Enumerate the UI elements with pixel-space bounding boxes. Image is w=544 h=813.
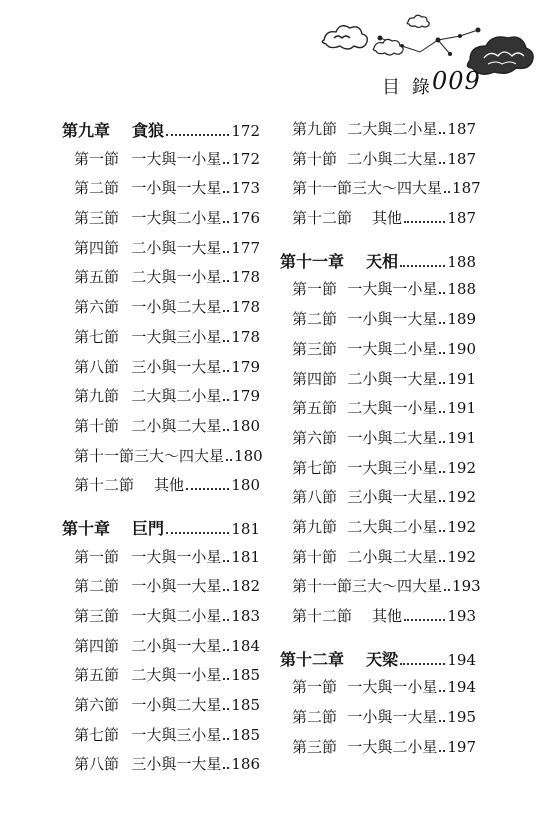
section-number: 第三節 <box>292 737 338 756</box>
section-title: 一大與一小星 <box>131 547 222 566</box>
section-entry[interactable] <box>62 724 260 754</box>
section-entry[interactable] <box>280 148 476 178</box>
chapter-entry[interactable] <box>62 516 260 546</box>
section-entry[interactable] <box>62 385 260 415</box>
dot-leader <box>439 690 445 692</box>
chapter-number: 第九章 <box>62 121 111 140</box>
section-page: 176 <box>231 209 260 228</box>
section-entry[interactable] <box>62 356 260 386</box>
dot-leader <box>223 619 229 621</box>
section-page: 187 <box>447 209 476 228</box>
dot-leader <box>444 191 450 193</box>
section-page: 179 <box>231 387 260 406</box>
dot-leader <box>400 265 445 267</box>
chapter-number: 第十二章 <box>280 649 345 669</box>
section-entry[interactable] <box>62 415 260 445</box>
dot-leader <box>223 738 229 740</box>
section-title: 二小與二大星 <box>347 547 438 566</box>
chapter-entry[interactable] <box>280 647 476 677</box>
section-number: 第七節 <box>74 725 120 744</box>
section-entry[interactable] <box>62 664 260 694</box>
toc-column-left <box>62 118 263 795</box>
section-title: 三小與一大星 <box>131 755 222 774</box>
dot-leader <box>223 310 229 312</box>
section-title: 一大與三小星 <box>131 725 222 744</box>
dot-leader <box>186 488 229 490</box>
section-entry[interactable] <box>280 706 476 736</box>
section-title: 其他 <box>372 209 403 228</box>
section-entry[interactable] <box>280 486 476 516</box>
section-entry[interactable] <box>62 326 260 356</box>
section-entry[interactable] <box>62 237 260 267</box>
section-number: 第六節 <box>292 428 338 447</box>
section-page: 190 <box>447 339 476 358</box>
dot-leader <box>439 560 445 562</box>
section-number: 第一節 <box>292 678 338 697</box>
section-page: 177 <box>231 238 260 257</box>
dot-leader <box>166 532 229 534</box>
section-entry[interactable] <box>62 635 260 665</box>
section-title: 一小與一大星 <box>131 179 222 198</box>
section-number: 第六節 <box>74 696 120 715</box>
section-number: 第二節 <box>74 179 120 198</box>
section-page: 178 <box>231 268 260 287</box>
chapter-entry[interactable] <box>280 249 476 279</box>
dot-leader <box>223 251 229 253</box>
section-number: 第九節 <box>74 387 120 406</box>
dot-leader <box>439 382 445 384</box>
section-number: 第九節 <box>292 517 338 536</box>
section-entry[interactable] <box>280 368 476 398</box>
section-title: 二大與二小星 <box>347 120 438 138</box>
chapter-title: 天梁 <box>366 649 399 669</box>
section-title: 一小與一大星 <box>131 577 222 596</box>
dot-leader <box>223 589 229 591</box>
section-title: 一大與二小星 <box>347 737 438 756</box>
section-entry[interactable] <box>280 118 476 148</box>
dot-leader <box>400 663 445 665</box>
section-entry[interactable] <box>280 308 476 338</box>
section-page: 192 <box>447 488 476 507</box>
section-page: 184 <box>231 636 260 655</box>
section-title: 二大與一小星 <box>131 666 222 685</box>
chapter-page: 181 <box>231 519 260 538</box>
cloud-constellation-decoration <box>320 10 535 80</box>
dot-leader <box>223 678 229 680</box>
dot-leader <box>439 441 445 443</box>
section-title: 一大與二小星 <box>131 209 222 228</box>
section-number: 第十節 <box>74 416 120 435</box>
section-number: 第四節 <box>292 369 338 388</box>
section-page: 178 <box>231 298 260 317</box>
dot-leader <box>166 134 229 136</box>
dot-leader <box>439 750 445 752</box>
dot-leader <box>439 411 445 413</box>
section-title: 二小與二大星 <box>347 149 438 168</box>
chapter-page: 188 <box>447 252 476 271</box>
section-title: 三小與一大星 <box>131 357 222 376</box>
section-number: 第八節 <box>74 357 120 376</box>
section-number: 第五節 <box>74 666 120 685</box>
section-title: 一大與一小星 <box>131 149 222 168</box>
section-page: 180 <box>231 476 260 495</box>
section-entry[interactable] <box>280 278 476 308</box>
dot-leader <box>223 429 229 431</box>
dot-leader <box>226 459 232 461</box>
chapter-page: 172 <box>231 122 260 140</box>
section-title: 一大與一小星 <box>347 280 438 299</box>
section-number: 第三節 <box>74 607 120 625</box>
chapter-title: 天相 <box>366 251 399 271</box>
section-number: 第十一節 <box>292 577 353 596</box>
dot-leader <box>223 221 229 223</box>
dot-leader <box>444 589 450 591</box>
toc-column-right <box>280 118 481 777</box>
section-entry[interactable] <box>280 546 476 576</box>
section-entry[interactable] <box>62 296 260 326</box>
section-title: 二小與一大星 <box>131 238 222 257</box>
section-page: 181 <box>231 547 260 566</box>
section-title: 二大與一小星 <box>347 399 438 418</box>
section-page: 191 <box>447 399 476 418</box>
section-entry[interactable] <box>280 427 476 457</box>
section-title: 二大與一小星 <box>131 268 222 287</box>
section-page: 183 <box>231 607 260 625</box>
section-page: 187 <box>452 179 481 198</box>
section-page: 178 <box>231 327 260 346</box>
section-number: 第七節 <box>74 327 120 346</box>
dot-leader <box>439 500 445 502</box>
dot-leader <box>223 399 229 401</box>
toc-heading: 目 錄 <box>382 77 433 98</box>
section-page: 193 <box>447 607 476 625</box>
section-entry[interactable] <box>62 474 260 504</box>
section-number: 第九節 <box>292 120 338 138</box>
section-title: 一大與二小星 <box>347 339 438 358</box>
section-number: 第二節 <box>292 708 338 727</box>
section-number: 第五節 <box>74 268 120 287</box>
section-entry[interactable] <box>280 605 476 635</box>
section-title: 二小與一大星 <box>347 369 438 388</box>
section-title: 二大與二小星 <box>347 517 438 536</box>
section-entry[interactable] <box>62 207 260 237</box>
section-number: 第四節 <box>74 636 120 655</box>
section-page: 194 <box>447 678 476 697</box>
section-entry[interactable] <box>62 753 260 783</box>
section-title: 一大與三小星 <box>347 458 438 477</box>
dot-leader <box>439 132 445 134</box>
section-page: 191 <box>447 369 476 388</box>
section-entry[interactable] <box>280 676 476 706</box>
section-number: 第十節 <box>292 547 338 566</box>
section-number: 第三節 <box>292 339 338 358</box>
section-entry[interactable] <box>62 445 263 475</box>
chapter-title: 貪狼 <box>132 121 165 140</box>
dot-leader <box>439 162 445 164</box>
chapter-block <box>62 118 263 504</box>
chapter-title: 巨門 <box>132 518 165 538</box>
section-page: 195 <box>447 708 476 727</box>
section-number: 第十節 <box>292 149 338 168</box>
section-entry[interactable] <box>62 148 260 178</box>
chapter-block <box>62 516 260 783</box>
chapter-page: 194 <box>447 650 476 669</box>
section-page: 185 <box>231 725 260 744</box>
section-title: 其他 <box>372 607 403 625</box>
section-entry[interactable] <box>62 266 260 296</box>
cloud-icon <box>407 15 429 27</box>
section-title: 三小與一大星 <box>347 488 438 507</box>
section-title: 一小與一大星 <box>347 310 438 329</box>
section-entry[interactable] <box>62 546 260 576</box>
chapter-block <box>280 249 481 635</box>
dot-leader <box>223 162 229 164</box>
section-page: 192 <box>447 458 476 477</box>
section-page: 191 <box>447 428 476 447</box>
section-number: 第二節 <box>74 577 120 596</box>
chapter-number: 第十章 <box>62 518 111 538</box>
dot-leader <box>404 619 445 621</box>
section-title: 一大與三小星 <box>131 327 222 346</box>
dot-leader <box>404 221 445 223</box>
section-title: 二小與一大星 <box>131 636 222 655</box>
dot-leader <box>439 292 445 294</box>
section-title: 三大～四大星 <box>134 446 225 465</box>
dot-leader <box>223 191 229 193</box>
section-number: 第十一節 <box>74 446 135 465</box>
section-page: 186 <box>231 755 260 774</box>
section-page: 197 <box>447 737 476 756</box>
section-page: 185 <box>231 666 260 685</box>
section-title: 三大～四大星 <box>352 577 443 596</box>
section-page: 180 <box>234 446 263 465</box>
cloud-icon <box>322 26 367 49</box>
page-number: 009 <box>432 67 481 95</box>
dot-leader <box>223 560 229 562</box>
section-title: 二小與二大星 <box>131 416 222 435</box>
section-entry[interactable] <box>280 338 476 368</box>
section-page: 179 <box>231 357 260 376</box>
section-number: 第八節 <box>292 488 338 507</box>
dot-leader <box>439 530 445 532</box>
chapter-block <box>280 118 481 237</box>
section-page: 182 <box>231 577 260 596</box>
section-page: 187 <box>447 149 476 168</box>
section-title: 一小與二大星 <box>131 696 222 715</box>
section-title: 一小與一大星 <box>347 708 438 727</box>
dot-leader <box>439 720 445 722</box>
section-page: 180 <box>231 416 260 435</box>
section-page: 187 <box>447 120 476 138</box>
section-title: 三大～四大星 <box>352 179 443 198</box>
dot-leader <box>223 767 229 769</box>
section-number: 第七節 <box>292 458 338 477</box>
section-page: 193 <box>452 577 481 596</box>
dot-leader <box>439 471 445 473</box>
dot-leader <box>223 649 229 651</box>
section-number: 第十二節 <box>292 209 353 228</box>
section-entry[interactable] <box>62 177 260 207</box>
section-entry[interactable] <box>280 736 476 766</box>
dot-leader <box>439 352 445 354</box>
section-number: 第十二節 <box>74 476 135 495</box>
dot-leader <box>439 322 445 324</box>
section-page: 192 <box>447 547 476 566</box>
section-entry[interactable] <box>62 575 260 605</box>
section-number: 第一節 <box>292 280 338 299</box>
section-title: 一小與二大星 <box>131 298 222 317</box>
dot-leader <box>223 340 229 342</box>
section-page: 173 <box>231 179 260 198</box>
chapter-number: 第十一章 <box>280 251 345 271</box>
cloud-icon <box>373 39 403 55</box>
section-title: 二大與二小星 <box>131 387 222 406</box>
section-entry[interactable] <box>280 516 476 546</box>
chapter-entry[interactable] <box>62 118 260 148</box>
section-entry[interactable] <box>62 694 260 724</box>
section-entry[interactable] <box>280 207 476 237</box>
section-number: 第五節 <box>292 399 338 418</box>
section-number: 第六節 <box>74 298 120 317</box>
section-number: 第三節 <box>74 209 120 228</box>
dot-leader <box>223 280 229 282</box>
section-number: 第一節 <box>74 149 120 168</box>
section-page: 188 <box>447 280 476 299</box>
section-number: 第八節 <box>74 755 120 774</box>
section-number: 第十一節 <box>292 179 353 198</box>
section-entry[interactable] <box>280 397 476 427</box>
section-page: 172 <box>231 149 260 168</box>
section-title: 其他 <box>154 476 185 495</box>
section-title: 一大與二小星 <box>131 607 222 625</box>
section-page: 185 <box>231 696 260 715</box>
section-page: 192 <box>447 517 476 536</box>
section-number: 第一節 <box>74 547 120 566</box>
dot-leader <box>223 370 229 372</box>
section-page: 189 <box>447 310 476 329</box>
section-number: 第二節 <box>292 310 338 329</box>
section-number: 第四節 <box>74 238 120 257</box>
chapter-block <box>280 647 476 766</box>
section-number: 第十二節 <box>292 607 353 625</box>
section-entry[interactable] <box>280 457 476 487</box>
section-entry[interactable] <box>280 177 481 207</box>
section-title: 一小與二大星 <box>347 428 438 447</box>
section-entry[interactable] <box>280 575 481 605</box>
dot-leader <box>223 708 229 710</box>
section-title: 一大與一小星 <box>347 678 438 697</box>
section-entry[interactable] <box>62 605 260 635</box>
